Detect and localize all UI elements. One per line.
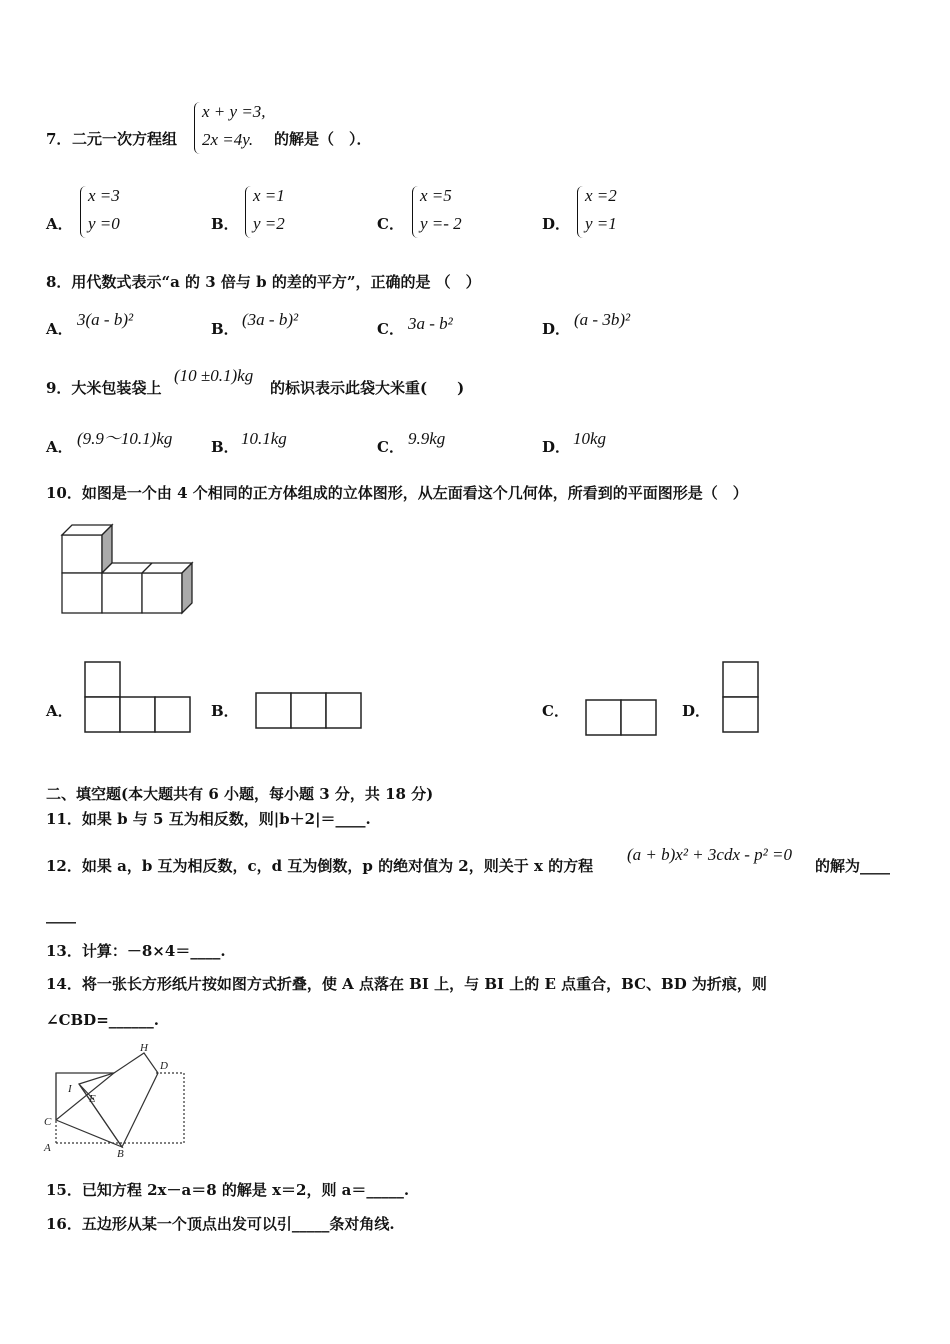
q16-text: 16．五边形从某一个顶点出发可以引_____条对角线. (46, 1215, 395, 1233)
q10-option-c-figure (585, 699, 660, 739)
section2-heading: 二、填空题(本大题共有 6 小题，每小题 3 分，共 18 分) (46, 785, 434, 803)
q12-blank-continuation: ____ (46, 906, 76, 924)
q7-option-c-line2: y =- 2 (420, 214, 462, 233)
point-label-a: A (44, 1142, 51, 1154)
q7-option-c (420, 182, 462, 238)
q7-option-d (585, 182, 617, 238)
point-label-b: B (117, 1148, 124, 1160)
q12-stem-before: 12．如果 a，b 互为相反数，c，d 互为倒数，p 的绝对值为 2，则关于 x 的方程 (46, 857, 594, 875)
q7-option-b (253, 182, 285, 238)
point-label-h: H (140, 1042, 148, 1054)
q7-system (202, 98, 266, 154)
point-label-e: E (89, 1093, 96, 1105)
q9-label-expr: (10 ±0.1)kg (174, 366, 254, 385)
q8-option-a-label: A． (46, 320, 73, 338)
q9-option-c-label: C． (377, 438, 404, 456)
q10-solid-figure (55, 520, 205, 620)
q15-text: 15．已知方程 2x－a＝8 的解是 x＝2，则 a＝_____. (46, 1181, 410, 1199)
q7-option-c-brace (412, 186, 419, 238)
q7-option-a-line1: x =3 (88, 186, 120, 205)
q10-option-c-label: C． (542, 702, 569, 720)
q9-option-b-label: B． (211, 438, 239, 456)
q12-stem-after: 的解为____ (815, 857, 891, 875)
q7-number: 7． (46, 130, 72, 148)
q8-option-d-label: D． (542, 320, 571, 338)
q10-option-b-figure (255, 692, 365, 732)
q7-option-b-label: B． (211, 215, 239, 233)
q9-option-d: 10kg (573, 429, 607, 448)
q7-option-a-line2: y =0 (88, 214, 120, 233)
q9-option-b: 10.1kg (241, 429, 287, 448)
point-label-d: D (160, 1060, 168, 1072)
q7-option-b-line1: x =1 (253, 186, 285, 205)
point-label-i: I (68, 1083, 72, 1095)
q14-line1: 14．将一张长方形纸片按如图方式折叠，使 A 点落在 BI 上，与 BI 上的 E 点重合，BC、BD 为折痕，则 (46, 975, 767, 993)
q7-option-b-brace (245, 186, 252, 238)
q7-option-a-label: A． (46, 215, 73, 233)
q9-option-c: 9.9kg (408, 429, 446, 448)
q7-eq1: x + y =3, (202, 102, 266, 121)
q13-text: 13．计算：－8×4＝____. (46, 942, 226, 960)
q14-line2: ∠CBD=______. (46, 1011, 159, 1029)
q8-option-c-label: C． (377, 320, 404, 338)
q8-option-b: (3a - b)² (242, 310, 299, 329)
q9-stem-after: 的标识表示此袋大米重( ) (270, 379, 465, 397)
q10-option-d-figure (722, 661, 762, 736)
q8-option-b-label: B． (211, 320, 239, 338)
q8-option-c: 3a - b² (408, 314, 453, 333)
q8-option-d: (a - 3b)² (574, 310, 631, 329)
q7-eq2: 2x =4y. (202, 130, 254, 149)
q11-text: 11．如果 b 与 5 互为相反数，则|b＋2|＝____. (46, 810, 371, 828)
q7-tail: 的解是（ ）． (274, 130, 372, 148)
q7-option-d-line2: y =1 (585, 214, 617, 233)
q7-option-d-label: D． (542, 215, 571, 233)
q10-stem: 10．如图是一个由 4 个相同的正方体组成的立体图形，从左面看这个几何体，所看到的平面图形是（ ） (46, 484, 748, 502)
q10-option-a-figure (84, 660, 194, 735)
q14-fold-figure (44, 1040, 194, 1160)
q7-stem: 二元一次方程组 (72, 130, 178, 148)
q10-option-b-label: B． (211, 702, 239, 720)
q9-option-d-label: D． (542, 438, 571, 456)
q9-option-a: (9.9～10.1)kg (77, 429, 173, 448)
q7-option-c-line1: x =5 (420, 186, 452, 205)
q7-option-b-line2: y =2 (253, 214, 285, 233)
q7-option-d-line1: x =2 (585, 186, 617, 205)
q9-stem-before: 9．大米包装袋上 (46, 379, 162, 397)
q8-option-a: 3(a - b)² (77, 310, 134, 329)
point-label-c: C (44, 1116, 52, 1128)
q10-option-a-label: A． (46, 702, 73, 720)
q8-stem: 8．用代数式表示“a 的 3 倍与 b 的差的平方”，正确的是 （ ） (46, 273, 481, 291)
q12-equation: (a + b)x² + 3cdx - p² =0 (627, 845, 792, 864)
q7-option-c-label: C． (377, 215, 404, 233)
q7-brace (194, 102, 201, 154)
q7-option-a (88, 182, 120, 238)
q7-option-d-brace (577, 186, 584, 238)
q10-option-d-label: D． (682, 702, 711, 720)
q9-option-a-label: A． (46, 438, 73, 456)
q7-option-a-brace (80, 186, 87, 238)
